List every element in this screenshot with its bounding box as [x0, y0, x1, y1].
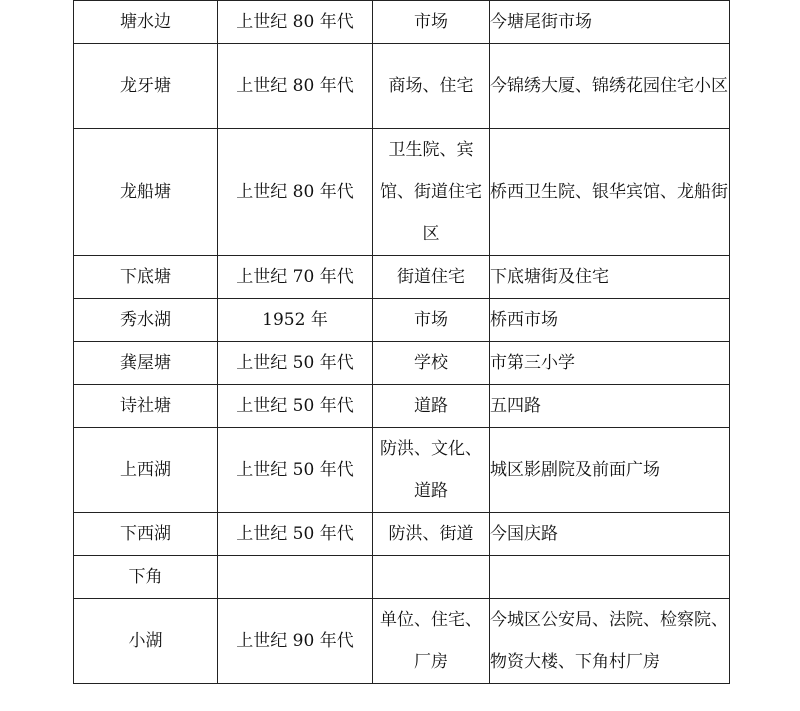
- current-site-cell: [490, 556, 730, 599]
- fill-era-cell: 上世纪 80 年代: [218, 1, 373, 44]
- current-use-cell: 卫生院、宾馆、街道住宅区: [373, 129, 490, 256]
- pond-name-cell: 龚屋塘: [74, 342, 218, 385]
- current-site-cell: 今城区公安局、法院、检察院、物资大楼、下角村厂房: [490, 599, 730, 684]
- table-row: [74, 513, 730, 556]
- current-use-cell: 学校: [373, 342, 490, 385]
- table-row: [74, 385, 730, 428]
- pond-name-cell: 诗社塘: [74, 385, 218, 428]
- fill-era-cell: 上世纪 50 年代: [218, 513, 373, 556]
- pond-name-cell: 塘水边: [74, 1, 218, 44]
- current-use-cell: 市场: [373, 1, 490, 44]
- pond-name-cell: 小湖: [74, 599, 218, 684]
- current-use-cell: [373, 556, 490, 599]
- table-row: [74, 599, 730, 684]
- fill-era-cell: 上世纪 90 年代: [218, 599, 373, 684]
- fill-era-cell: 上世纪 50 年代: [218, 342, 373, 385]
- table-row: [74, 44, 730, 129]
- pond-name-cell: 秀水湖: [74, 299, 218, 342]
- pond-name-cell: 龙牙塘: [74, 44, 218, 129]
- pond-name-cell: 上西湖: [74, 428, 218, 513]
- current-use-cell: 单位、住宅、厂房: [373, 599, 490, 684]
- table-row: [74, 299, 730, 342]
- fill-era-cell: [218, 556, 373, 599]
- current-site-cell: 今国庆路: [490, 513, 730, 556]
- current-site-cell: 城区影剧院及前面广场: [490, 428, 730, 513]
- pond-name-cell: 下角: [74, 556, 218, 599]
- current-use-cell: 防洪、街道: [373, 513, 490, 556]
- current-use-cell: 街道住宅: [373, 256, 490, 299]
- current-site-cell: 今塘尾街市场: [490, 1, 730, 44]
- fill-era-cell: 上世纪 50 年代: [218, 428, 373, 513]
- current-site-cell: 五四路: [490, 385, 730, 428]
- fill-era-cell: 上世纪 50 年代: [218, 385, 373, 428]
- current-site-cell: 今锦绣大厦、锦绣花园住宅小区: [490, 44, 730, 129]
- table-row: [74, 556, 730, 599]
- table-row: [74, 428, 730, 513]
- current-use-cell: 市场: [373, 299, 490, 342]
- table-row: [74, 129, 730, 256]
- current-site-cell: 市第三小学: [490, 342, 730, 385]
- current-use-cell: 商场、住宅: [373, 44, 490, 129]
- current-use-cell: 道路: [373, 385, 490, 428]
- current-site-cell: 桥西卫生院、银华宾馆、龙船街: [490, 129, 730, 256]
- fill-era-cell: 1952 年: [218, 299, 373, 342]
- current-site-cell: 桥西市场: [490, 299, 730, 342]
- fill-era-cell: 上世纪 80 年代: [218, 44, 373, 129]
- current-use-cell: 防洪、文化、道路: [373, 428, 490, 513]
- pond-name-cell: 下底塘: [74, 256, 218, 299]
- table-row: [74, 342, 730, 385]
- pond-name-cell: 龙船塘: [74, 129, 218, 256]
- table-row: [74, 1, 730, 44]
- pond-name-cell: 下西湖: [74, 513, 218, 556]
- fill-era-cell: 上世纪 80 年代: [218, 129, 373, 256]
- table-row: [74, 256, 730, 299]
- current-site-cell: 下底塘街及住宅: [490, 256, 730, 299]
- lake-fill-table: [73, 0, 730, 684]
- fill-era-cell: 上世纪 70 年代: [218, 256, 373, 299]
